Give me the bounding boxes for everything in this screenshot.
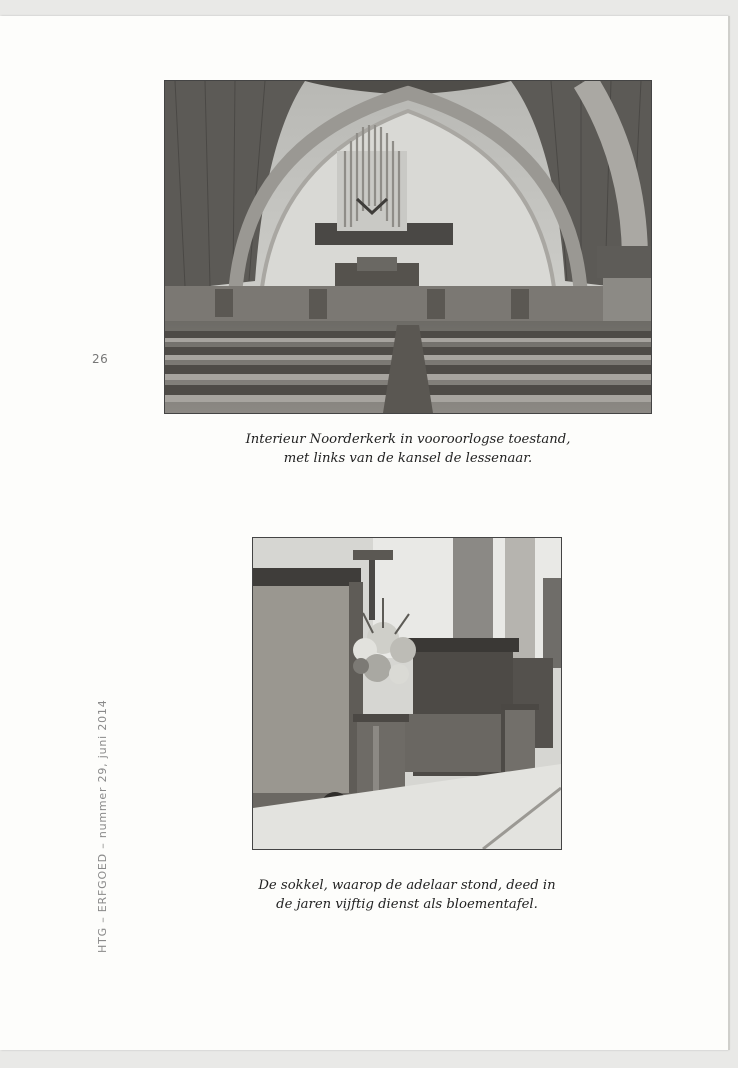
figure-church-interior	[164, 80, 652, 468]
caption-line: met links van de kansel de lessenaar.	[283, 451, 533, 466]
figure-caption	[164, 430, 652, 468]
caption-line: de jaren vijftig dienst als bloementafel.	[276, 897, 538, 912]
figure-pedestal-flowers	[252, 537, 562, 914]
page-number: 26	[92, 352, 109, 366]
document-page	[0, 16, 728, 1050]
church-interior-photo	[164, 80, 652, 414]
page-edge	[728, 16, 730, 1050]
figure-caption	[197, 876, 617, 914]
pedestal-flowers-photo	[252, 537, 562, 850]
caption-line: Interieur Noorderkerk in vooroorlogse toestand,	[245, 432, 571, 447]
running-footer: HTG – ERFGOED – nummer 29, juni 2014	[96, 699, 109, 953]
caption-line: De sokkel, waarop de adelaar stond, deed in	[258, 878, 556, 893]
